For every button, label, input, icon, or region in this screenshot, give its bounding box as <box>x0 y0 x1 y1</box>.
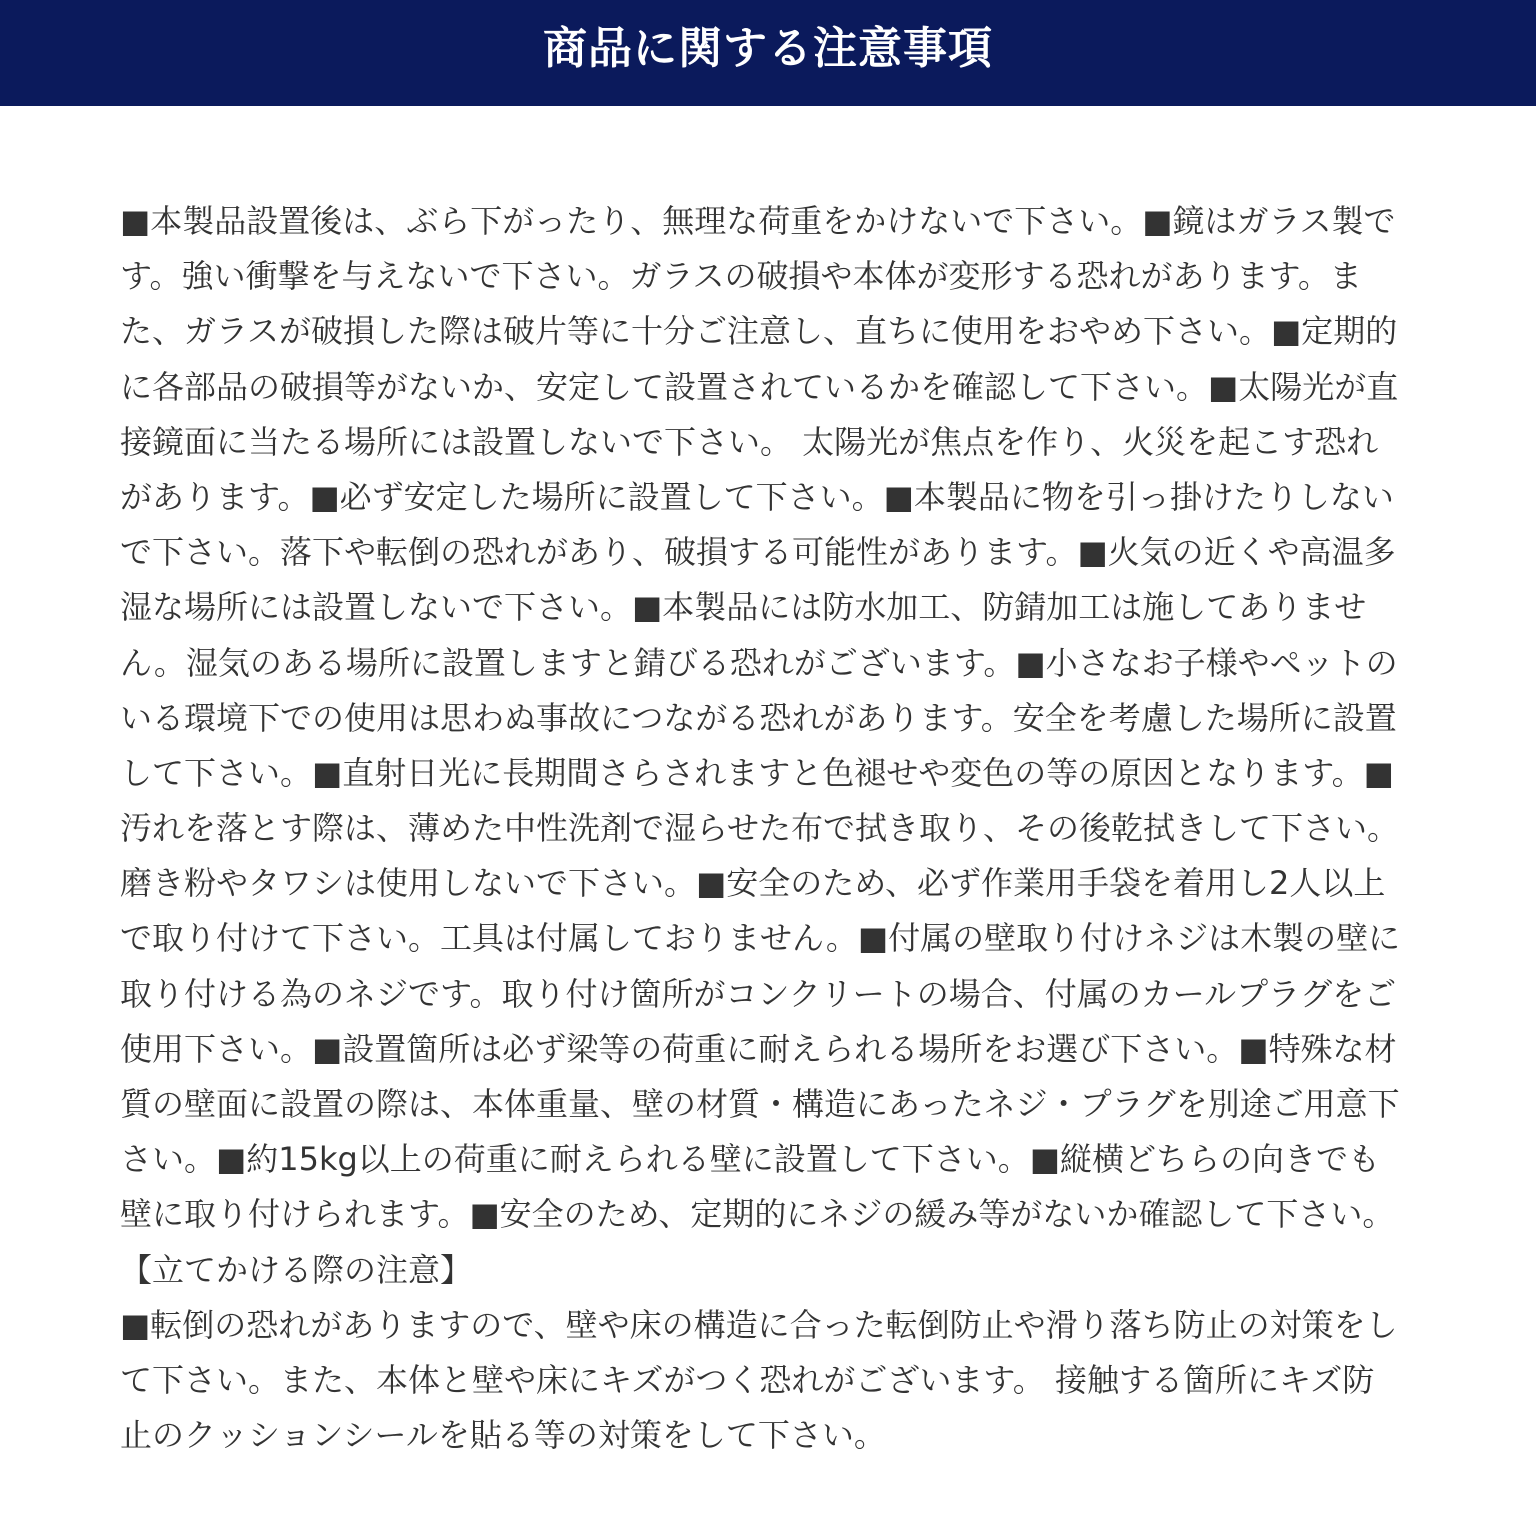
notice-line: して下さい。■直射日光に長期間さらされますと色褪せや変色の等の原因となります。■ <box>120 753 1394 792</box>
notice-line: で下さい。落下や転倒の恐れがあり、破損する可能性があります。■火気の近くや高温多 <box>120 533 1396 572</box>
notice-line: に各部品の破損等がないか、安定して設置されているかを確認して下さい。■太陽光が直 <box>120 367 1399 406</box>
notice-line: ■転倒の恐れがありますので、壁や床の構造に合った転倒防止や滑り落ち防止の対策をし <box>120 1305 1398 1344</box>
notice-line: があります。■必ず安定した場所に設置して下さい。■本製品に物を引っ掛けたりしない <box>120 477 1394 516</box>
notice-line: いる環境下での使用は思わぬ事故につながる恐れがあります。安全を考慮した場所に設置 <box>120 698 1397 737</box>
notice-line: 磨き粉やタワシは使用しないで下さい。■安全のため、必ず作業用手袋を着用し2人以上 <box>120 864 1386 903</box>
notice-line: す。強い衝撃を与えないで下さい。ガラスの破損や本体が変形する恐れがあります。ま <box>120 257 1362 296</box>
notice-line: 接鏡面に当たる場所には設置しないで下さい。 太陽光が焦点を作り、火災を起こす恐れ <box>120 422 1379 461</box>
notice-line: 質の壁面に設置の際は、本体重量、壁の材質・構造にあったネジ・プラグを別途ご用意下 <box>120 1085 1400 1123</box>
notice-line: 湿な場所には設置しないで下さい。■本製品には防水加工、防錆加工は施してありませ <box>120 588 1367 627</box>
notice-line: 壁に取り付けられます。■安全のため、定期的にネジの緩み等がないか確認して下さい。 <box>120 1195 1395 1234</box>
notice-body <box>120 194 1420 1463</box>
page-title: 商品に関する注意事項 <box>543 23 993 74</box>
notice-line: ん。湿気のある場所に設置しますと錆びる恐れがございます。■小さなお子様やペットの <box>120 643 1398 682</box>
section-heading: 【立てかける際の注意】 <box>120 1250 473 1289</box>
notice-line: た、ガラスが破損した際は破片等に十分ご注意し、直ちに使用をおやめ下さい。■定期的 <box>120 312 1398 351</box>
notice-line: 取り付ける為のネジです。取り付け箇所がコンクリートの場合、付属のカールプラグをご <box>120 974 1397 1013</box>
notice-line: さい。■約15kg以上の荷重に耐えられる壁に設置して下さい。■縦横どちらの向きでも <box>120 1140 1381 1179</box>
notice-line: で取り付けて下さい。工具は付属しておりません。■付属の壁取り付けネジは木製の壁に <box>120 919 1401 958</box>
notice-line: て下さい。また、本体と壁や床にキズがつく恐れがございます。 接触する箇所にキズ防 <box>120 1360 1375 1399</box>
header-bar <box>0 0 1536 106</box>
notice-line: 汚れを落とす際は、薄めた中性洗剤で湿らせた布で拭き取り、その後乾拭きして下さい。 <box>120 809 1400 848</box>
notice-line: 使用下さい。■設置箇所は必ず梁等の荷重に耐えられる場所をお選び下さい。■特殊な材 <box>120 1029 1397 1068</box>
notice-line: 止のクッションシールを貼る等の対策をして下さい。 <box>120 1416 886 1455</box>
notice-line: ■本製品設置後は、ぶら下がったり、無理な荷重をかけないで下さい。■鏡はガラス製で <box>120 202 1396 240</box>
